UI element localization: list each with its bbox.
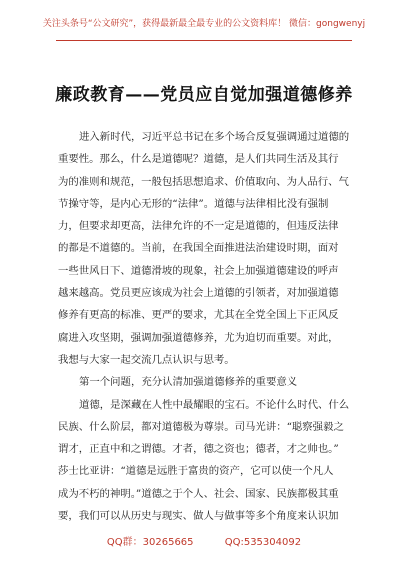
body-line: 莎士比亚讲：“道德是远胜于富贵的资产，它可以使一个凡人: [58, 465, 334, 478]
body-line: 节操守等，是内心无形的“法律”。道德与法律相比没有强制: [58, 197, 329, 210]
document-title: 廉政教育——党员应自觉加强道德修养: [55, 85, 353, 105]
body-line: 为的准则和规范，一般包括思想追求、价值取向、为人品行、气: [58, 175, 349, 188]
body-line: 越来越高。党员更应该成为社会上道德的引领者，对加强道德: [58, 287, 339, 300]
body-line: 成为不朽的神明。”道德之于个人、社会、国家、民族都极其重: [58, 487, 339, 500]
body-line: 一些世风日下、道德滑坡的现象，社会上加强道德建设的呼声: [58, 264, 339, 277]
body-line: 我想与大家一起交流几点认识与思考。: [58, 353, 235, 366]
body-line: 腐进入攻坚期，强调加强道德修养，尤为迫切而重要。对此，: [58, 331, 339, 344]
body-line: 力，但要求却更高，法律允许的不一定是道德的，但违反法律: [58, 220, 339, 233]
body-line: 民族、什么阶层，都对道德极为尊崇。司马光讲：“聪察强毅之: [58, 420, 344, 433]
footer-qq-contact: QQ:535304092: [224, 537, 302, 548]
body-line: 重要性。那么，什么是道德呢？道德，是人们共同生活及其行: [58, 153, 339, 166]
body-line: 道德，是深藏在人性中最耀眼的宝石。不论什么时代、什么: [79, 398, 350, 411]
body-line: 进入新时代，习近平总书记在多个场合反复强调通过道德的: [79, 131, 350, 143]
body-line: 的都是不道德的。当前，在我国全面推进法治建设时期，面对: [58, 242, 339, 255]
document-body: [58, 126, 350, 527]
page-header: 关注头条号“公文研究”，获得最新最全最专业的公文资料库！ 微信：gongwenyj: [42, 19, 366, 29]
body-line: 要，我们可以从历史与现实、做人与做事等多个角度来认识加: [58, 510, 339, 523]
body-line: 修养有更高的标准、更严的要求，尤其在全党全国上下正风反: [58, 309, 339, 322]
page-footer: [0, 533, 408, 548]
header-divider: [56, 40, 352, 41]
footer-qq-group: QQ群：30265665: [106, 537, 194, 548]
section-heading: 第一个问题，充分认清加强道德修养的重要意义: [79, 376, 298, 389]
body-line: 谓才，正直中和之谓德。才者，德之资也；德者，才之帅也。”: [58, 443, 339, 456]
